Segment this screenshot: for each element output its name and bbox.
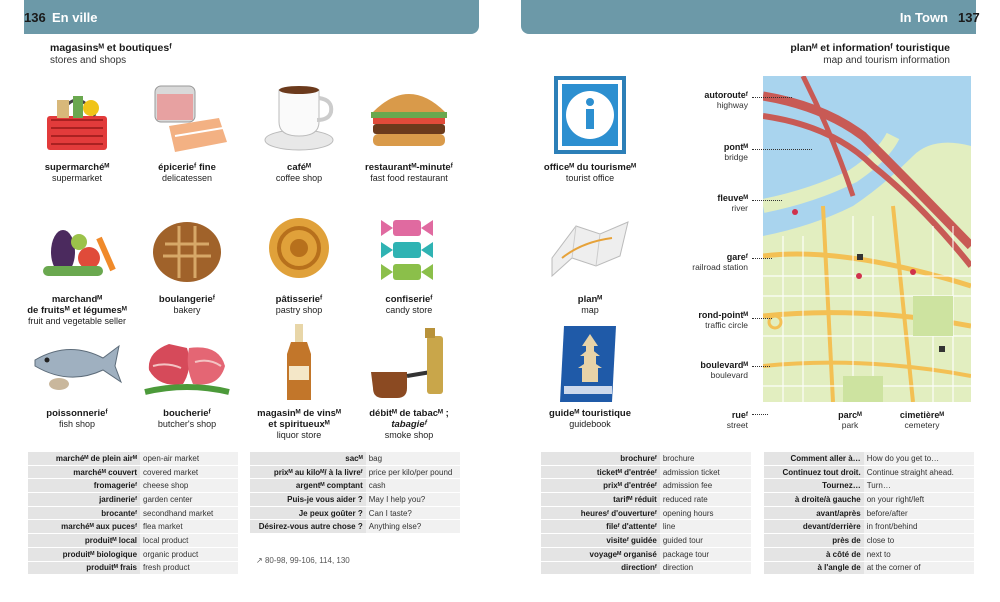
map-label-en: traffic circle [705,320,748,330]
fish-icon [29,322,125,404]
vocab-english: guided tour [660,534,751,548]
item-tourist-office [535,76,645,184]
cross-reference [256,556,350,565]
arrow-icon: ↗ [256,556,263,565]
vocab-row [28,493,238,507]
vocab-french: Je peux goûter ? [250,506,366,520]
vocab-english: opening hours [660,506,751,520]
item-label-fr-2: et spiritueuxᴹ [268,419,330,430]
right-vocab-table-2 [764,452,974,575]
item-supermarket [22,76,132,184]
left-vocab-table-2 [250,452,460,534]
vocab-row [764,479,974,493]
item-label-en: guidebook [569,419,611,429]
vocab-french: Désirez-vous autre chose ? [250,520,366,534]
map-label-bridge [658,142,748,162]
vocab-english: local product [140,534,238,548]
map-label-fr: fleuveᴹ [717,193,748,203]
vocab-french: brocanteᶠ [28,506,140,520]
vocab-row [541,520,751,534]
item-pastry-shop [244,208,354,316]
vocab-french: Puis-je vous aider ? [250,493,366,507]
vocab-french: Tournez… [764,479,864,493]
map-label-en: railroad station [692,262,748,272]
map-label-highway [658,90,748,110]
vocab-french: produitᴹ frais [28,561,140,575]
vocab-row [250,465,460,479]
item-map [535,208,645,316]
vocab-row [541,465,751,479]
vocab-english: open-air market [140,452,238,465]
map-label-en: river [731,203,748,213]
vocab-english: May I help you? [366,493,460,507]
coffee-cup-icon [251,76,347,158]
map-label-fr: boulevardᴹ [700,360,748,370]
map-label-en: boulevard [710,370,748,380]
vocab-english: bag [366,452,460,465]
item-fruit-vegetable-seller [22,208,132,327]
vocab-french: sacᴹ [250,452,366,465]
folded-map-icon [542,208,638,290]
left-vocab-table-1 [28,452,238,575]
vocab-french: ticketᴹ d'entréeᶠ [541,465,660,479]
vocab-row [250,479,460,493]
item-delicatessen [132,76,242,184]
right-vocab-table-1 [541,452,751,575]
meat-icon [139,322,235,404]
item-label-fr: débitᴹ de tabacᴹ ; [369,408,449,419]
vocab-row [764,520,974,534]
info-sign-icon [542,76,638,158]
vocab-row [541,452,751,465]
vocab-french: Continuez tout droit. [764,465,864,479]
item-label-en: smoke shop [384,430,434,440]
item-butchers-shop [132,322,242,430]
vocab-row [28,506,238,520]
vocab-english: flea market [140,520,238,534]
vocab-row [541,561,751,575]
right-header-bar [521,0,976,34]
vocab-english: next to [864,547,974,561]
item-label-fr-2: tabagieᶠ [391,419,427,430]
pipe-lighter-icon [361,322,457,404]
vocab-row [250,452,460,465]
item-label-en: pastry shop [275,305,323,315]
map-label-fr: gareᶠ [726,252,748,262]
right-heading-fr: planᴹ et informationᶠ touristique [790,42,950,54]
vocab-french: produitᴹ biologique [28,547,140,561]
vocab-row [28,479,238,493]
vocab-english: package tour [660,547,751,561]
vocab-row [541,493,751,507]
vocab-row [764,534,974,548]
right-heading-en: map and tourism information [823,55,950,66]
left-section-title: En ville [52,10,98,25]
item-label-en: butcher's shop [157,419,217,429]
item-candy-store [354,208,464,316]
vocab-french: à côté de [764,547,864,561]
item-label-fr: officeᴹ du tourismeᴹ [543,162,637,173]
map-label-boulevard [658,360,748,380]
item-label-en: delicatessen [161,173,213,183]
vocab-english: cheese shop [140,479,238,493]
item-label-en: map [581,305,599,315]
guidebook-icon [542,322,638,404]
right-page-number: 137 [958,10,980,25]
item-label-en: coffee shop [275,173,323,183]
item-label-fr: boucherieᶠ [163,408,211,419]
vocab-row [28,534,238,548]
item-label-fr: magasinᴹ de vinsᴹ [257,408,341,419]
vocab-french: marchéᴹ de plein airᴹ [28,452,140,465]
left-heading-en: stores and shops [50,55,127,66]
vocab-french: marchéᴹ couvert [28,465,140,479]
item-label-en: liquor store [276,430,322,440]
vocab-english: admission ticket [660,465,751,479]
left-header-bar [24,0,479,34]
vocab-french: argentᴹ comptant [250,479,366,493]
candy-icon [361,208,457,290]
map-label-street [658,410,748,430]
vocab-english: reduced rate [660,493,751,507]
map-label-fr: pontᴹ [723,142,748,152]
item-label-fr: boulangerieᶠ [158,294,216,305]
item-label-fr-2: de fruitsᴹ et légumesᴹ [27,305,127,316]
map-label-en: street [726,420,748,430]
bottle-icon [251,322,347,404]
item-coffee-shop [244,76,354,184]
vocab-row [764,493,974,507]
vocab-row [764,506,974,520]
item-label-en: supermarket [51,173,103,183]
item-label-fr: planᴹ [577,294,603,305]
vocab-french: produitᴹ local [28,534,140,548]
bread-icon [139,208,235,290]
map-label-fr: rueᶠ [731,410,748,420]
vocab-row [28,547,238,561]
vocab-english: garden center [140,493,238,507]
vocab-english: line [660,520,751,534]
vocab-english: admission fee [660,479,751,493]
vocab-english: organic product [140,547,238,561]
vocab-english: covered market [140,465,238,479]
vocab-french: jardinerieᶠ [28,493,140,507]
vocab-row [28,561,238,575]
map-label-railroad-station [658,252,748,272]
basket-icon [29,76,125,158]
vocab-french: devant/derrière [764,520,864,534]
vocab-row [250,520,460,534]
vocab-english: cash [366,479,460,493]
left-heading-fr: magasinsᴹ et boutiquesᶠ [50,42,172,54]
vocab-french: visiteᶠ guidée [541,534,660,548]
vegetables-icon [29,208,125,290]
vocab-english: at the corner of [864,561,974,575]
vocab-french: fileᶠ d'attenteᶠ [541,520,660,534]
vocab-english: close to [864,534,974,548]
item-label-fr: poissonnerieᶠ [46,408,108,419]
vocab-english: Turn… [864,479,974,493]
pastry-icon [251,208,347,290]
item-label-fr: caféᴹ [287,162,311,173]
vocab-french: marchéᴹ aux pucesᶠ [28,520,140,534]
map-label-cemetery [882,410,962,430]
map-label-fr: rond-pointᴹ [698,310,748,320]
map-label-park [810,410,890,430]
vocab-english: secondhand market [140,506,238,520]
vocab-row [764,561,974,575]
map-label-river [658,193,748,213]
map-label-fr: parcᴹ [838,410,862,420]
item-label-fr: supermarchéᴹ [44,162,110,173]
vocab-english: fresh product [140,561,238,575]
item-label-en: tourist office [565,173,615,183]
vocab-row [541,506,751,520]
vocab-french: Comment aller à… [764,452,864,465]
vocab-row [250,493,460,507]
vocab-french: heuresᶠ d'ouvertureᶠ [541,506,660,520]
vocab-english: Can I taste? [366,506,460,520]
item-label-en: fish shop [58,419,96,429]
vocab-english: How do you get to… [864,452,974,465]
item-label-fr: marchandᴹ [51,294,103,305]
vocab-row [28,465,238,479]
vocab-row [541,547,751,561]
vocab-french: fromagerieᶠ [28,479,140,493]
left-page-number: 136 [24,10,46,25]
vocab-row [764,547,974,561]
item-label-fr: confiserieᶠ [385,294,433,305]
vocab-french: prixᴹ au kiloᴹ/ à la livreᶠ [250,465,366,479]
vocab-english: brochure [660,452,751,465]
item-guidebook [535,322,645,430]
item-label-en: candy store [385,305,433,315]
vocab-row [764,452,974,465]
map-label-en: bridge [724,152,748,162]
item-liquor-store [244,322,354,441]
item-label-fr: guideᴹ touristique [549,408,631,419]
map-label-traffic-circle [658,310,748,330]
vocab-french: directionᶠ [541,561,660,575]
map-label-fr: cimetièreᴹ [899,410,945,420]
item-fast-food [354,76,464,184]
vocab-french: avant/après [764,506,864,520]
vocab-row [541,534,751,548]
item-bakery [132,208,242,316]
item-label-fr: pâtisserieᶠ [275,294,323,305]
cross-reference-pages: 80-98, 99-106, 114, 130 [264,556,350,565]
vocab-french: brochureᶠ [541,452,660,465]
vocab-french: voyageᴹ organisé [541,547,660,561]
vocab-row [764,465,974,479]
vocab-french: à l'angle de [764,561,864,575]
vocab-english: before/after [864,506,974,520]
item-label-fr: restaurantᴹ-minuteᶠ [365,162,453,173]
item-fish-shop [22,322,132,430]
map-label-en: cemetery [904,420,940,430]
vocab-french: à droite/à gauche [764,493,864,507]
vocab-row [250,506,460,520]
vocab-row [28,452,238,465]
right-section-title: In Town [899,10,948,25]
vocab-english: direction [660,561,751,575]
vocab-english: price per kilo/per pound [366,465,460,479]
vocab-english: on your right/left [864,493,974,507]
vocab-english: in front/behind [864,520,974,534]
map-label-en: highway [716,100,748,110]
item-label-en: fruit and vegetable seller [27,316,127,326]
vocab-french: tarifᴹ réduit [541,493,660,507]
item-label-en: bakery [173,305,201,315]
vocab-row [28,520,238,534]
city-map [763,76,971,402]
jar-icon [139,76,235,158]
item-label-fr: épicerieᶠ fine [158,162,216,173]
item-smoke-shop [354,322,464,441]
item-label-en: fast food restaurant [370,173,448,183]
map-label-fr: autorouteᶠ [704,90,748,100]
burger-icon [361,76,457,158]
vocab-french: prixᴹ d'entréeᶠ [541,479,660,493]
vocab-english: Anything else? [366,520,460,534]
vocab-row [541,479,751,493]
vocab-french: près de [764,534,864,548]
map-label-en: park [841,420,859,430]
vocab-english: Continue straight ahead. [864,465,974,479]
